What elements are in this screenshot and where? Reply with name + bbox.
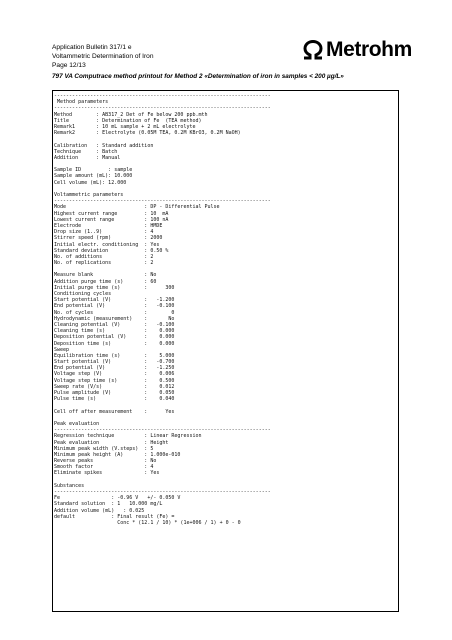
printout-line: Addition volume (mL) : 0.025	[54, 507, 145, 514]
printout-line: Calibration : Standard addition	[54, 142, 154, 149]
printout-line: Title : Determination of Fe (TEA method)	[54, 117, 202, 124]
printout-line: End potential (V) : -1.250	[54, 365, 175, 372]
section-title: 797 VA Computrace method printout for Method 2 «Determination of iron in samples < 200 µg/L»	[52, 73, 344, 80]
printout-line: Remark1 : 10 mL sample + 2 mL electrolyte	[54, 123, 196, 130]
printout-line: ------------------------------------------------------------------------	[54, 93, 271, 99]
logo-wordmark: Metrohm	[326, 38, 412, 61]
printout-line: No. of replications : 2	[54, 260, 154, 267]
printout-line: Cell volume (mL): 12.000	[54, 179, 127, 186]
printout-line: Addition : Manual	[54, 154, 121, 161]
printout-line: Hydrodynamic (measurement) : No	[54, 315, 175, 322]
printout-line: Standard deviation : 0.50 %	[54, 247, 169, 254]
printout-line: Substances	[54, 482, 85, 489]
document-header	[52, 43, 154, 70]
printout-line: Sweep rate (V/s) : 0.012	[54, 383, 175, 390]
printout-line: Drop size (1..9) : 4	[54, 229, 154, 236]
printout-line: End potential (V) : -0.100	[54, 303, 175, 310]
printout-line: Voltage step (V) : 0.006	[54, 371, 175, 378]
printout-line: Eliminate spikes : Yes	[54, 470, 160, 477]
printout-line: Peak evaluation	[54, 420, 100, 427]
printout-line: Method : AB317_2 Det of Fe below 200 ppb.mth	[54, 111, 208, 118]
printout-line: Voltage step time (s) : 0.500	[54, 377, 175, 384]
printout-line: default : Final result (Fe) =	[54, 513, 175, 520]
printout-line: ------------------------------------------------------------------------	[54, 198, 271, 205]
bulletin-number: Application Bulletin 317/1 e	[52, 44, 132, 51]
bulletin-title: Voltammetric Determination of Iron	[52, 53, 154, 60]
printout-line: Sweep	[54, 346, 70, 353]
printout-line: Electrode : HMDE	[54, 222, 163, 229]
printout-line: Deposition potential (V) : 0.000	[54, 334, 175, 341]
printout-line: Reverse peaks : No	[54, 458, 157, 465]
printout-line: ------------------------------------------------------------------------	[54, 489, 271, 495]
printout-line: Deposition time (s) : 0.000	[54, 340, 175, 347]
printout-line: Pulse time (s) : 0.040	[54, 396, 175, 403]
printout-line: Minimum peak width (V.steps) : 5	[54, 445, 154, 452]
printout-line: Sample amount (mL): 10.000	[54, 173, 133, 180]
printout-line: Equilibration time (s) : 5.000	[54, 352, 175, 359]
printout-line: Fe : -0.96 V +/- 0.050 V	[54, 495, 181, 502]
printout-line: Voltammetric parameters	[54, 192, 124, 198]
printout-line: Lowest current range : 100 nA	[54, 216, 169, 223]
printout-line: Stirrer speed (rpm) : 2000	[54, 235, 163, 242]
printout-line: Remark2 : Electrolyte (0.05M TEA, 0.2M KBrO3, 0.2M NaOH)	[54, 130, 241, 137]
printout-line: Regression technique : Linear Regression	[54, 433, 202, 440]
printout-line: Pulse amplitude (V) : 0.050	[54, 390, 175, 396]
printout-line: ------------------------------------------------------------------------	[54, 105, 271, 112]
printout-line: Minimum peak height (A) : 1.000e-010	[54, 451, 181, 458]
printout-line: Mode : DP - Differential Pulse	[54, 204, 220, 211]
printout-line: Sample ID : sample	[54, 167, 133, 174]
printout-line: No. of cycles : 0	[54, 309, 175, 316]
printout-line: Highest current range : 10 mA	[54, 210, 169, 217]
omega-logo-icon	[302, 40, 324, 60]
printout-line: Cleaning time (s) : 0.000	[54, 328, 175, 335]
printout-line: Peak evaluation : Height	[54, 439, 169, 446]
printout-line: Conc * (12.1 / 10) * (1e+006 / 1) + 0 - 0	[54, 519, 241, 526]
printout-line: Cell off after measurement : Yes	[54, 408, 175, 415]
printout-line: Initial purge time (s) : 300	[54, 284, 175, 291]
printout-line: Addition purge time (s) : 60	[54, 278, 157, 285]
printout-line: Standard solution : 1 10.000 mg/L	[54, 501, 163, 508]
printout-line: No. of additions : 2	[54, 253, 154, 260]
printout-line: Smooth factor : 4	[54, 464, 154, 471]
printout-line: ------------------------------------------------------------------------	[54, 427, 271, 434]
printout-line: Initial electr. conditioning : Yes	[54, 241, 160, 248]
printout-line: Technique : Batch	[54, 148, 118, 155]
printout-line: Start potential (V) : -1.200	[54, 297, 175, 304]
metrohm-logo	[302, 38, 412, 62]
method-printout	[54, 93, 398, 526]
page-number: Page 12/13	[52, 62, 86, 69]
printout-line: Cleaning potential (V) : -0.100	[54, 321, 175, 328]
printout-line: Conditioning cycles	[54, 291, 112, 297]
printout-line: Measure blank : No	[54, 272, 157, 279]
printout-line: Method parameters	[54, 99, 109, 106]
printout-line: Start potential (V) : -0.700	[54, 359, 175, 366]
